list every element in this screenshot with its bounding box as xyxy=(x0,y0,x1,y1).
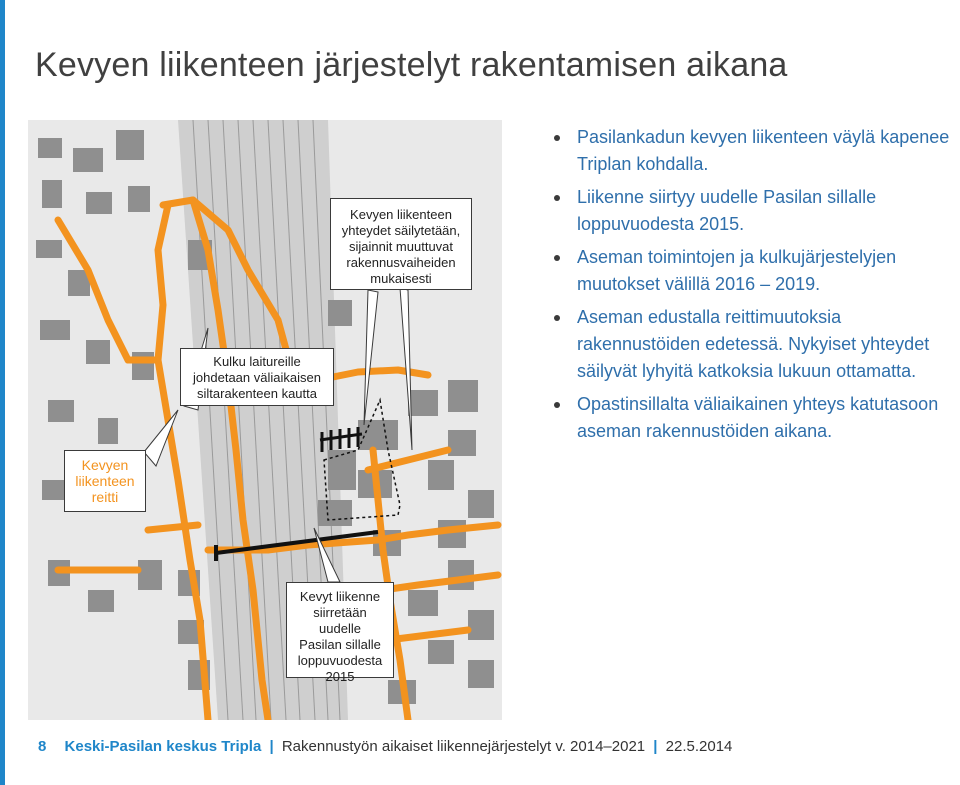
callout-line: siirretään uudelle xyxy=(313,605,367,636)
bullet-item: Aseman edustalla reittimuutoksia rakennustöiden edetessä. Nykyiset yhteydet säilyvät lyhyitä katkoksia lukuun ottamatta. xyxy=(552,304,960,385)
bullet-item: Opastinsillalta väliaikainen yhteys katutasoon aseman rakennustöiden aikana. xyxy=(552,391,960,445)
footer-date: 22.5.2014 xyxy=(665,738,733,755)
page-number: 8 xyxy=(38,738,47,755)
callout-platform-access xyxy=(180,348,334,406)
legend-line: reitti xyxy=(91,489,119,505)
bullet-item: Liikenne siirtyy uudelle Pasilan sillalle loppuvuodesta 2015. xyxy=(552,184,960,238)
legend-line: Kevyen xyxy=(81,457,129,473)
callout-line: mukaisesti xyxy=(370,271,432,286)
map-legend xyxy=(64,450,146,512)
footer-separator: | xyxy=(653,738,658,755)
footer-separator: | xyxy=(269,738,274,755)
callout-line: siltarakenteen kautta xyxy=(197,386,317,401)
bullet-list xyxy=(552,124,960,451)
bullet-item: Aseman toimintojen ja kulkujärjestelyjen muutokset välillä 2016 – 2019. xyxy=(552,244,960,298)
callout-line: Kevyen liikenteen xyxy=(350,207,452,222)
legend-line: liikenteen xyxy=(75,473,135,489)
footer-project: Keski-Pasilan keskus Tripla xyxy=(64,738,262,755)
callout-line: yhteydet säilytetään, xyxy=(341,223,461,238)
callout-line: Kulku laitureille xyxy=(213,354,301,369)
callout-line: 2015 xyxy=(325,669,355,684)
callout-line: Pasilan sillalle xyxy=(299,637,381,652)
slide-accent-bar xyxy=(0,0,5,785)
callout-new-bridge xyxy=(286,582,394,684)
callout-line: Kevyt liikenne xyxy=(299,589,381,604)
footer xyxy=(38,738,732,755)
footer-text: Rakennustyön aikaiset liikennejärjestelyt v. 2014–2021 xyxy=(281,738,646,755)
bullet-item: Pasilankadun kevyen liikenteen väylä kapenee Triplan kohdalla. xyxy=(552,124,960,178)
callout-connections-maintained xyxy=(330,198,472,290)
callout-line: loppuvuodesta xyxy=(297,653,383,668)
callout-line: sijainnit muuttuvat xyxy=(348,239,454,254)
page-title: Kevyen liikenteen järjestelyt rakentamisen aikana xyxy=(35,46,788,84)
callout-line: rakennusvaiheiden xyxy=(346,255,456,270)
callout-line: johdetaan väliaikaisen xyxy=(193,370,321,385)
